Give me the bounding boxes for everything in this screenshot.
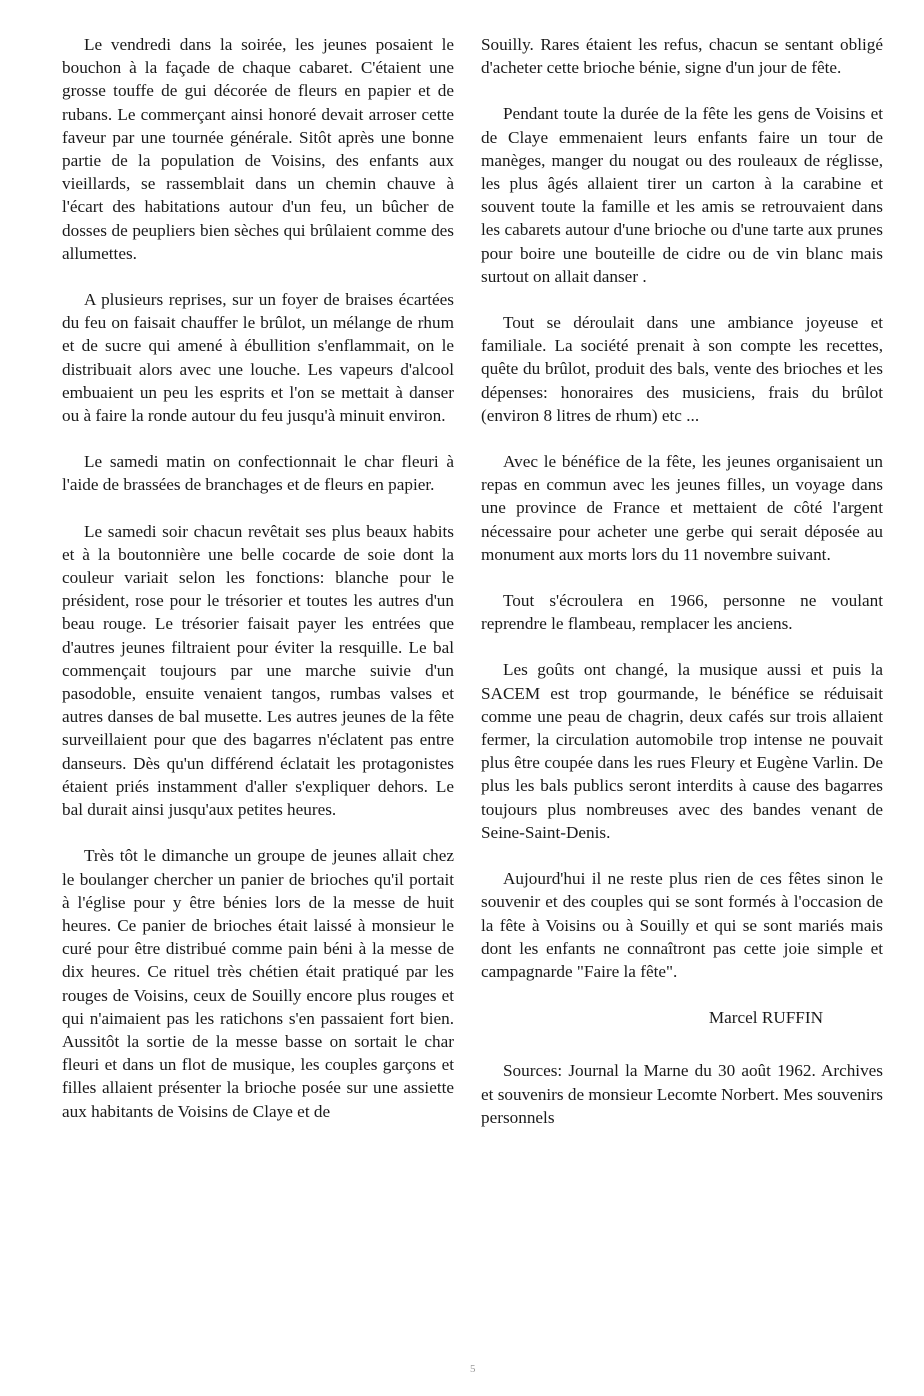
page-number: 5: [470, 1363, 476, 1375]
paragraph-dimanche: Très tôt le dimanche un groupe de jeunes allait chez le boulanger chercher un panier de brioches qu'il portait à l'église pour y être bénies lors de la messe de huit heures. Ce panier de brioches était laissé à monsieur le curé pour être distribué comme pain béni à la messe de dix heures. Ce rituel très chétien était pratiqué par les rouges de Voisins, ceux de Souilly encore plus rouges et qui n'aimaient pas les ratichons s'en passaient fort bien. Aussitôt la sortie de la messe basse on sortait le char fleuri et dans un flot de musique, les couples garçons et filles allaient présenter la brioche posée sur une assiette aux habitants de Voisins de Claye et de: [62, 846, 454, 1121]
sources-note: Sources: Journal la Marne du 30 août 1962. Archives et souvenirs de monsieur Lecomte Norbert. Mes souvenirs personnels: [481, 1061, 883, 1127]
paragraph-1966: Tout s'écroulera en 1966, personne ne voulant reprendre le flambeau, remplacer les anciens.: [481, 591, 883, 634]
paragraph-samedi-soir: Le samedi soir chacun revêtait ses plus beaux habits et à la boutonnière une belle cocarde de soie dont la couleur variait selon les fonctions: blanche pour le président, rose pour le trésorier et toutes les autres d'un beau rouge. Le trésorier faisait payer les entrées que d'autres jeunes filtraient pour éviter la resquille. Le bal commençait toujours par une marche suivie d'un pasodoble, ensuite venaient tangos, rumbas valses et autres danses de bal musette. Les autres jeunes de la fête surveillaient pour que des bagarres n'éclatent pas entre danseurs. Dès qu'un différend éclatait les protagonistes étaient priés instamment d'aller s'expliquer dehors. Le bal durait ainsi jusqu'aux petites heures.: [62, 521, 454, 820]
paragraph-vendredi: Le vendredi dans la soirée, les jeunes posaient le bouchon à la façade de chaque cabaret. C'étaient une grosse touffe de gui décorée de fleurs en papier et de rubans. Le commerçant ainsi honoré devait arroser cette faveur par une tournée générale. Sitôt après une bonne partie de la population de Voisins, des enfants aux vieillards, se rassemblait dans un chemin chauve à l'écart des habitations autour d'un feu, un bûcher de dosses de peupliers bien sèches qui brûlaient comme des allumettes.: [62, 35, 454, 263]
paragraph-brulot: A plusieurs reprises, sur un foyer de braises écartées du feu on faisait chauffer le brûlot, un mélange de rhum et de sucre qui amené à ébullition s'enflammait, on le distribuait alors avec une louche. Les vapeurs d'alcool embuaient un peu les esprits et l'on se mettait à danser ou à faire la ronde autour du feu jusqu'à minuit environ.: [62, 290, 454, 426]
paragraph-continuation: Souilly. Rares étaient les refus, chacun se sentant obligé d'acheter cette brioche bénie, signe d'un jour de fête.: [481, 35, 883, 78]
author-signature: Marcel RUFFIN: [708, 1008, 823, 1028]
paragraph-gouts: Les goûts ont changé, la musique aussi et puis la SACEM est trop gourmande, le bénéfice se réduisait comme une peau de chagrin, deux cafés sur trois allaient fermer, la circulation automobile trop intense ne pouvait plus être coupée dans les rues Fleury et Eugène Varlin. De plus les bals publics seront interdits à cause des bagarres toujours plus nombreuses avec des bandes venant de Seine-Saint-Denis.: [481, 660, 883, 842]
paragraph-aujourdhui: Aujourd'hui il ne reste plus rien de ces fêtes sinon le souvenir et des couples qui se sont formés à l'occasion de la fête à Voisins ou à Souilly et qui se sont mariés mais dont les enfants ne connaîtront pas cette joie simple et campagnarde "Faire la fête".: [481, 869, 883, 981]
paragraph-samedi-matin: Le samedi matin on confectionnait le char fleuri à l'aide de brassées de branchages et de fleurs en papier.: [62, 452, 454, 495]
paragraph-duree-fete: Pendant toute la durée de la fête les gens de Voisins et de Claye emmenaient leurs enfants faire un tour de manèges, manger du nougat ou des rouleaux de réglisse, les plus âgés allaient tirer un carton à la carabine et souvent toute la famille et les amis se retrouvaient dans les cabarets autour d'une brioche ou d'une tarte aux prunes pour boire une bouteille de cidre ou de vin blanc mais surtout on allait danser .: [481, 104, 883, 286]
left-column: [62, 33, 454, 1146]
right-column: [481, 33, 883, 1152]
paragraph-ambiance: Tout se déroulait dans une ambiance joyeuse et familiale. La société prenait à son compte les recettes, quête du brûlot, produit des bals, vente des brioches et les dépenses: honoraires des musiciens, frais du brûlot (environ 8 litres de rhum) etc ...: [481, 313, 883, 425]
paragraph-benefice: Avec le bénéfice de la fête, les jeunes organisaient un repas en commun avec les jeunes filles, un voyage dans une province de France et mettaient de côté l'argent nécessaire pour acheter une gerbe qui serait déposée au monument aux morts lors du 11 novembre suivant.: [481, 452, 883, 564]
